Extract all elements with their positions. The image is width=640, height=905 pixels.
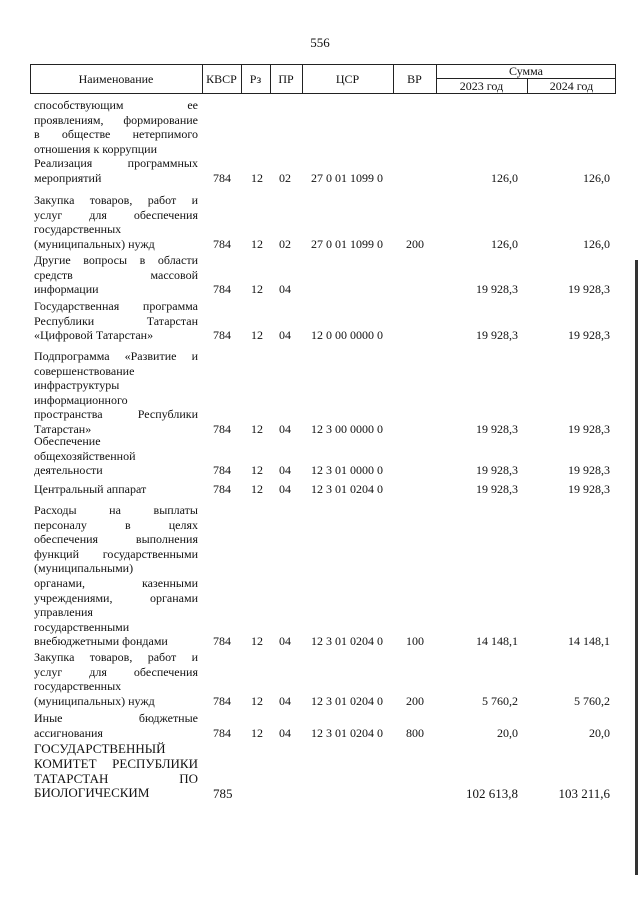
row-csr: 27 0 01 1099 0 [311,170,383,185]
row-sum-2024: 103 211,6 [558,785,610,801]
row-name-line: информационного [34,392,128,407]
row-name-line: в обществе нетерпимого [34,127,198,142]
row-rz: 12 [251,463,263,478]
row-name-line: БИОЛОГИЧЕСКИМ [34,785,150,801]
row-name [34,742,198,801]
row-name [34,156,198,185]
row-csr: 12 3 01 0204 0 [311,725,383,740]
row-vr: 200 [406,693,424,708]
row-kvsr: 784 [213,482,231,496]
row-vr: 100 [406,634,424,649]
row-name [34,711,198,740]
row-name-line: (муниципальных) нужд [34,693,155,708]
row-name [34,650,198,708]
header-name: Наименование [78,72,154,86]
table-row [30,650,616,708]
row-sum-2023: 102 613,8 [466,785,518,801]
row-kvsr: 784 [213,634,231,649]
row-name [34,299,198,343]
table-row [30,711,616,740]
row-csr: 12 3 01 0204 0 [311,634,383,649]
row-name-line: Центральный аппарат [34,482,147,496]
row-name-line: (муниципальных) нужд [34,236,155,251]
row-pr: 04 [279,422,291,436]
row-csr: 12 0 00 0000 0 [311,328,383,343]
table-row [30,349,616,437]
table-row [30,98,616,156]
row-rz: 12 [251,170,263,185]
row-name [34,434,198,478]
row-name-line: обеспечения выполнения [34,532,198,547]
row-name-line: совершенствование [34,363,135,378]
header-year-2024: 2024 год [549,79,594,93]
table-row [30,482,616,497]
row-name [34,349,198,437]
row-name-line: Расходы на выплаты [34,503,198,517]
row-sum-2024: 19 928,3 [568,328,610,343]
row-kvsr: 784 [213,328,231,343]
row-sum-2024: 5 760,2 [574,693,610,708]
row-name-line: государственных [34,679,122,694]
row-csr: 12 3 01 0000 0 [311,463,383,478]
table-header [30,64,616,94]
row-kvsr: 784 [213,236,231,251]
row-kvsr: 784 [213,170,231,185]
row-name [34,503,198,649]
row-name-line: государственными [34,619,130,634]
row-pr: 04 [279,634,291,649]
row-rz: 12 [251,725,263,740]
header-rz: Рз [249,72,262,86]
row-name-line: Иные бюджетные [34,711,198,725]
row-name-line: способствующим ее [34,98,198,112]
row-name-line: учреждениями, органами [34,590,198,605]
row-pr: 04 [279,725,291,740]
row-name-line: мероприятий [34,170,102,185]
row-name-line: (муниципальными) [34,561,134,576]
row-sum-2024: 126,0 [583,236,610,251]
row-sum-2024: 19 928,3 [568,282,610,297]
row-name-line: внебюджетными фондами [34,634,168,649]
row-name-line: информации [34,282,99,297]
row-pr: 04 [279,282,291,297]
header-year-2023: 2023 год [459,79,504,93]
row-csr: 12 3 00 0000 0 [311,422,383,436]
row-pr: 04 [279,328,291,343]
row-sum-2024: 19 928,3 [568,463,610,478]
header-pr: ПР [278,72,294,86]
row-kvsr: 784 [213,422,231,436]
row-sum-2023: 126,0 [491,236,518,251]
header-csr: ЦСР [335,72,360,86]
row-sum-2024: 19 928,3 [568,482,610,496]
row-name-line: инфраструктуры [34,378,120,393]
row-rz: 12 [251,422,263,436]
row-kvsr: 784 [213,463,231,478]
row-sum-2024: 126,0 [583,170,610,185]
row-name-line: государственных [34,222,122,237]
row-csr: 12 3 01 0204 0 [311,693,383,708]
scan-edge-shadow [635,260,638,875]
row-sum-2023: 126,0 [491,170,518,185]
row-sum-2023: 19 928,3 [476,463,518,478]
row-name-line: отношения к коррупции [34,141,158,156]
row-sum-2023: 19 928,3 [476,328,518,343]
row-name-line: пространства Республики [34,407,198,422]
row-rz: 12 [251,482,263,496]
row-name-line: ассигнования [34,725,103,740]
row-rz: 12 [251,693,263,708]
row-name-line: услуг для обеспечения [34,207,198,222]
page-number: 556 [310,35,330,50]
row-name-line: Государственная программа [34,299,198,313]
row-pr: 04 [279,463,291,478]
row-name-line: деятельности [34,463,103,478]
row-sum-2023: 19 928,3 [476,422,518,436]
row-name-line: Другие вопросы в области [34,253,198,267]
row-name [34,98,198,156]
table-row [30,299,616,343]
row-kvsr: 784 [213,725,231,740]
row-pr: 04 [279,693,291,708]
table-row [30,156,616,185]
row-kvsr: 785 [213,785,233,801]
table-row [30,434,616,478]
table-row [30,193,616,251]
header-vr: ВР [407,72,422,86]
row-rz: 12 [251,282,263,297]
row-name-line: Республики Татарстан [34,313,198,328]
row-name-line: ТАТАРСТАН ПО [34,770,198,786]
table-row [30,742,616,801]
row-rz: 12 [251,328,263,343]
row-rz: 12 [251,236,263,251]
row-name-line: общехозяйственной [34,448,136,463]
row-name-line: Закупка товаров, работ и [34,650,198,664]
row-pr: 02 [279,236,291,251]
table-row [30,503,616,649]
row-pr: 04 [279,482,291,496]
row-name [34,193,198,251]
row-name-line: проявлениям, формирование [34,112,198,127]
row-sum-2023: 5 760,2 [482,693,518,708]
row-rz: 12 [251,634,263,649]
row-name-line: «Цифровой Татарстан» [34,328,154,343]
row-name-line: управления [34,605,93,620]
row-sum-2023: 20,0 [497,725,518,740]
row-vr: 200 [406,236,424,251]
row-name-line: органами, казенными [34,575,198,590]
row-name [34,253,198,297]
row-name-line: Закупка товаров, работ и [34,193,198,207]
header-sum: Сумма [509,64,543,78]
row-sum-2023: 19 928,3 [476,482,518,496]
row-name-line: функций государственными [34,546,198,561]
row-sum-2023: 14 148,1 [476,634,518,649]
row-csr: 27 0 01 1099 0 [311,236,383,251]
row-vr: 800 [406,725,424,740]
row-kvsr: 784 [213,693,231,708]
row-sum-2024: 20,0 [589,725,610,740]
row-name-line: персоналу в целях [34,517,198,532]
row-name-line: ГОСУДАРСТВЕННЫЙ [34,741,166,756]
row-name-line: КОМИТЕТ РЕСПУБЛИКИ [34,755,198,771]
row-name-line: Обеспечение [34,434,101,448]
row-sum-2024: 19 928,3 [568,422,610,436]
row-kvsr: 784 [213,282,231,297]
row-name [34,482,198,497]
row-name-line: Реализация программных [34,156,198,170]
row-name-line: услуг для обеспечения [34,664,198,679]
table-row [30,253,616,297]
row-csr: 12 3 01 0204 0 [311,482,383,496]
row-sum-2023: 19 928,3 [476,282,518,297]
row-name-line: Подпрограмма «Развитие и [34,349,198,363]
row-name-line: средств массовой [34,267,198,282]
row-pr: 02 [279,170,291,185]
row-name-line: Татарстан» [34,421,92,436]
header-kvsr: КВСР [206,72,237,86]
row-sum-2024: 14 148,1 [568,634,610,649]
